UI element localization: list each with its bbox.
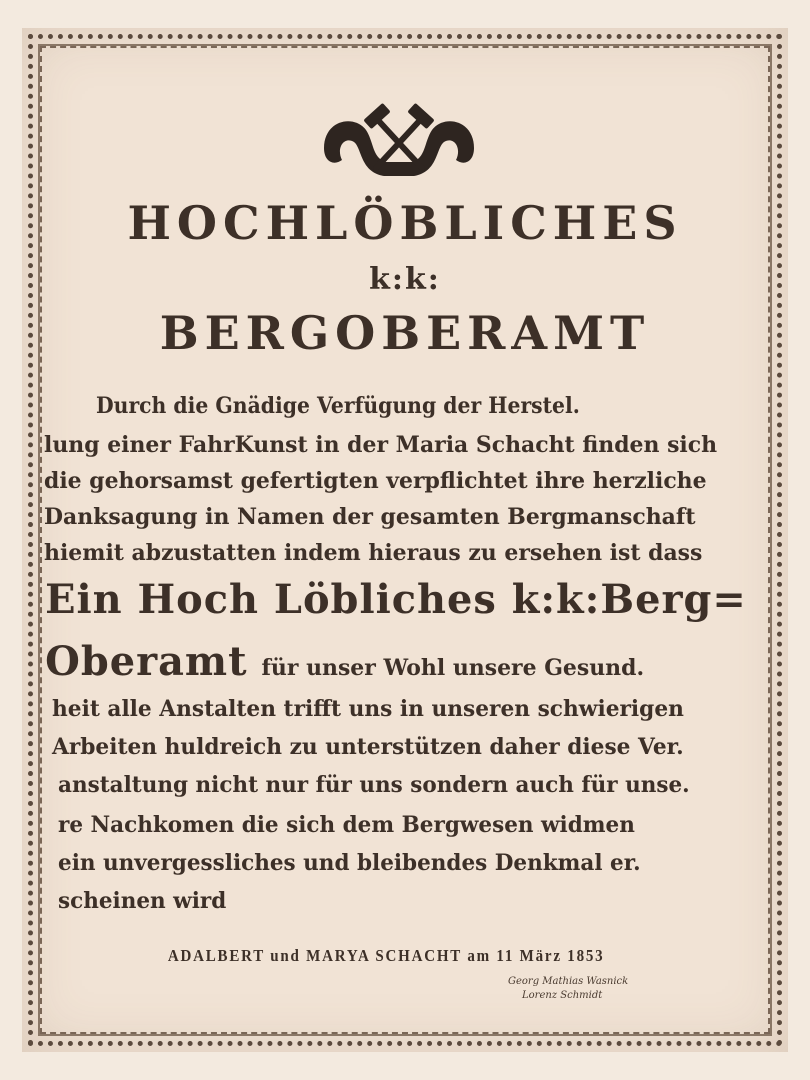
poster <box>22 28 788 1052</box>
title-line-3: BERGOBERAMT <box>159 306 651 360</box>
signature-2: Lorenz Schmidt <box>522 990 603 1001</box>
emphasis-line-2 <box>45 638 765 685</box>
signature-1: Georg Mathias Wasnick <box>508 976 629 987</box>
body-line-10: ein unvergessliches und bleibendes Denkmal er. <box>58 850 641 876</box>
body-line-9: re Nachkomen die sich dem Bergwesen widmen <box>58 812 635 838</box>
body-line-6: heit alle Anstalten trifft uns in unseren schwierigen <box>52 696 684 722</box>
footer-date-line: ADALBERT und MARYA SCHACHT am 11 März 1853 <box>167 946 605 965</box>
title-line-1: HOCHLÖBLICHES <box>127 196 683 250</box>
title-line-2: k:k: <box>369 262 441 297</box>
emphasis-word: Oberamt <box>45 638 248 685</box>
body-line-5: hiemit abzustatten indem hieraus zu ersehen ist dass <box>44 540 703 566</box>
body-line-11: scheinen wird <box>58 888 227 914</box>
body-line-8: anstaltung nicht nur für uns sondern auch für unse. <box>58 772 690 798</box>
body-line-4: Danksagung in Namen der gesamten Bergmanschaft <box>44 504 696 530</box>
emphasis-line-2-rest: für unser Wohl unsere Gesund. <box>261 655 645 681</box>
body-line-3: die gehorsamst gefertigten verpflichtet ihre herzliche <box>44 468 707 494</box>
body-line-2: lung einer FahrKunst in der Maria Schacht finden sich <box>44 432 718 458</box>
body-line-1: Durch die Gnädige Verfügung der Herstel. <box>96 393 580 419</box>
body-line-7: Arbeiten huldreich zu unterstützen daher diese Ver. <box>52 734 684 760</box>
crossed-hammers-icon <box>314 100 484 200</box>
emphasis-line-1: Ein Hoch Löbliches k:k:Berg= <box>45 576 747 623</box>
